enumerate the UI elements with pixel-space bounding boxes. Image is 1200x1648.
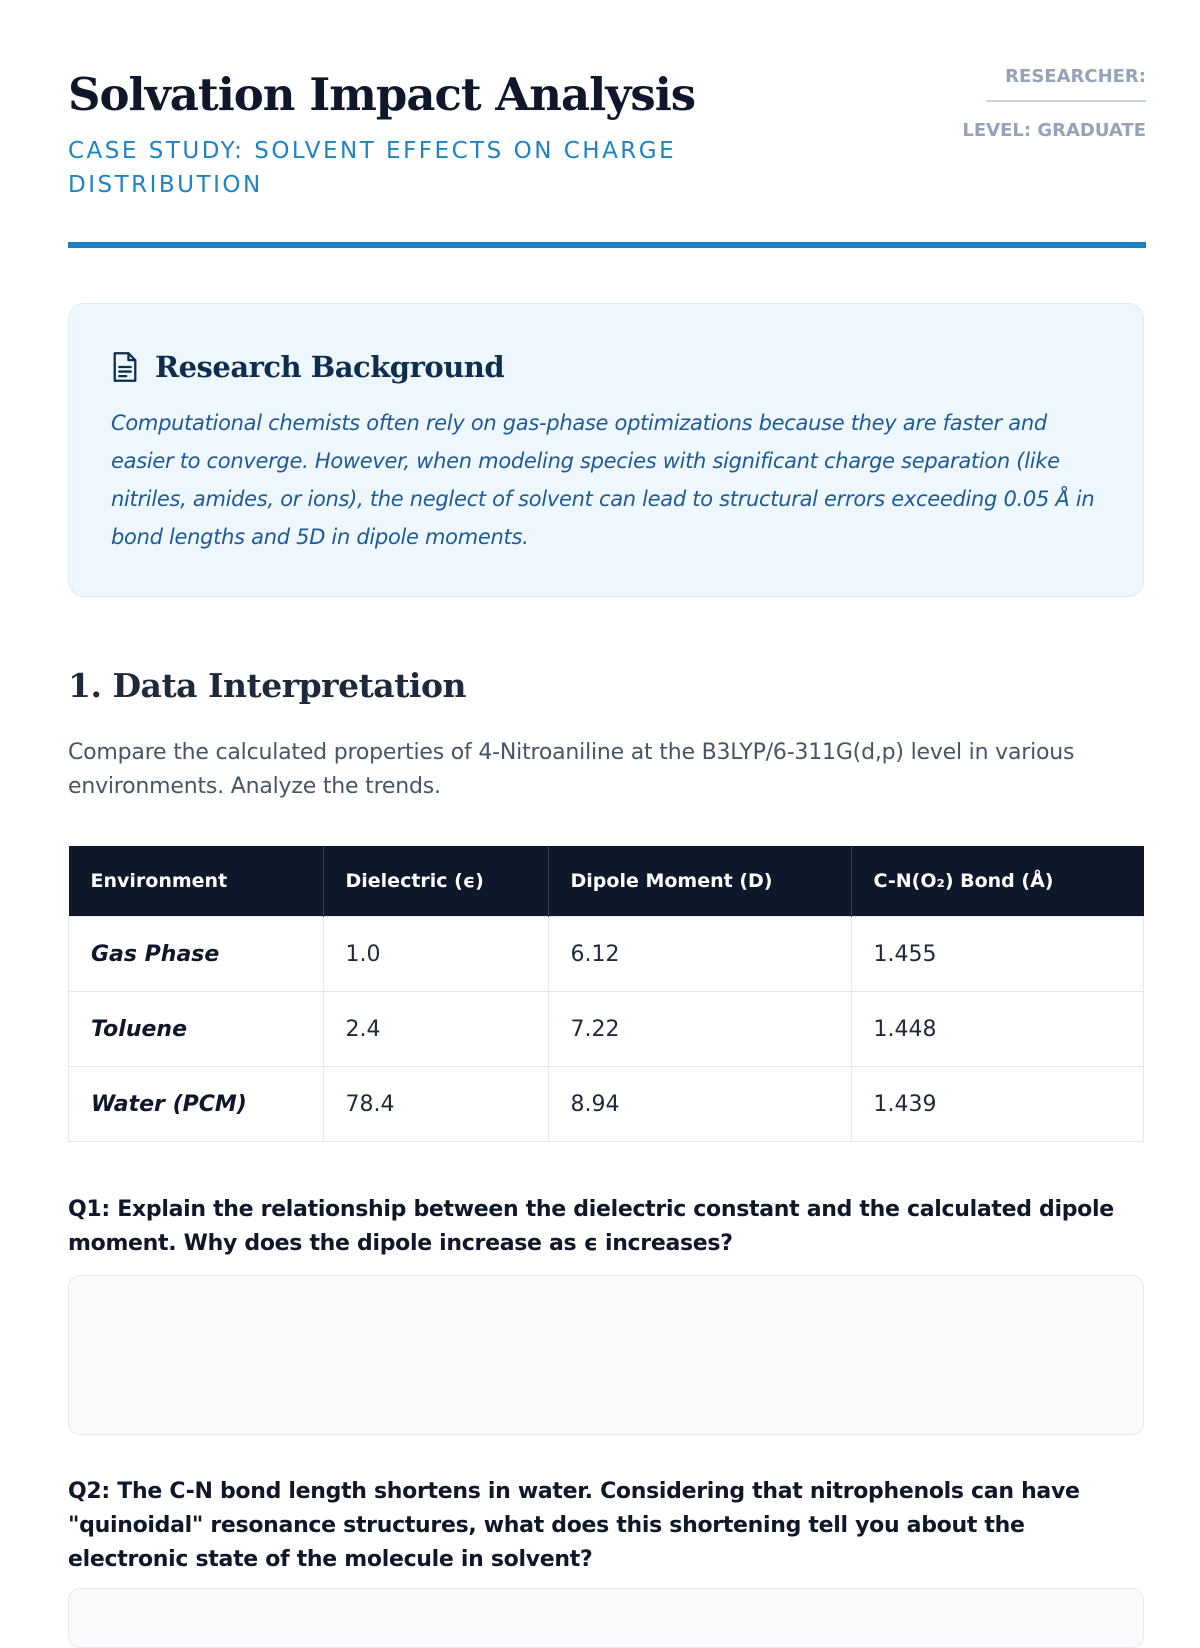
document-icon: [111, 351, 139, 383]
researcher-name-line[interactable]: [986, 100, 1146, 102]
cell-environment: Water (PCM): [69, 1067, 324, 1142]
level-label: LEVEL: GRADUATE: [962, 120, 1146, 141]
background-text: Computational chemists often rely on gas-phase optimizations because they are faster and easier to converge. However, when modeling species with significant charge separation (like nitriles, amides, or ions), the neglect of solvent can lead to structural errors exceeding 0.05 Å in bond lengths and 5D in dipole moments.: [111, 411, 1095, 549]
cell-dielectric: 78.4: [323, 1067, 548, 1142]
case-study-subtitle: CASE STUDY: SOLVENT EFFECTS ON CHARGE DISTRIBUTION: [68, 138, 677, 198]
table-row: [69, 1067, 1144, 1142]
cell-bond: 1.439: [851, 1067, 1144, 1142]
cell-bond: 1.448: [851, 992, 1144, 1067]
header-dielectric: Dielectric (ϵ): [323, 846, 548, 917]
cell-environment: Toluene: [69, 992, 324, 1067]
background-heading: [111, 350, 504, 384]
question-2: Q2: The C-N bond length shortens in water. Considering that nitrophenols can have "quinoidal" resonance structures, what does this shortening tell you about the electronic state of the molecule in solvent?: [68, 1479, 1080, 1572]
page-title: Solvation Impact Analysis: [68, 68, 696, 121]
cell-dielectric: 2.4: [323, 992, 548, 1067]
background-title: Research Background: [155, 350, 505, 384]
worksheet-page: [68, 0, 1146, 1572]
cell-dipole: 7.22: [548, 992, 851, 1067]
cell-dipole: 8.94: [548, 1067, 851, 1142]
header-environment: Environment: [69, 846, 324, 917]
table-header-row: [69, 846, 1144, 917]
cell-dipole: 6.12: [548, 917, 851, 992]
properties-table: [68, 846, 1144, 1142]
worksheet-header: [68, 0, 1146, 250]
section-description: Compare the calculated properties of 4-Nitroaniline at the B3LYP/6-311G(d,p) level in various environments. Analyze the trends.: [68, 740, 1075, 799]
researcher-label: RESEARCHER:: [1005, 66, 1146, 87]
section-title: 1. Data Interpretation: [68, 666, 466, 705]
answer-box-2[interactable]: [68, 1588, 1144, 1648]
header-dipole-moment: Dipole Moment (D): [548, 846, 851, 917]
answer-box-1[interactable]: [68, 1275, 1144, 1435]
research-background-card: [68, 303, 1144, 597]
table-row: [69, 917, 1144, 992]
meta-block: [946, 66, 1146, 141]
question-1: Q1: Explain the relationship between the dielectric constant and the calculated dipole moment. Why does the dipole increase as ϵ increases?: [68, 1197, 1114, 1256]
cell-dielectric: 1.0: [323, 917, 548, 992]
cell-environment: Gas Phase: [69, 917, 324, 992]
cell-bond: 1.455: [851, 917, 1144, 992]
header-divider: [68, 242, 1146, 248]
header-bond-length: C-N(O₂) Bond (Å): [851, 846, 1144, 917]
table-row: [69, 992, 1144, 1067]
